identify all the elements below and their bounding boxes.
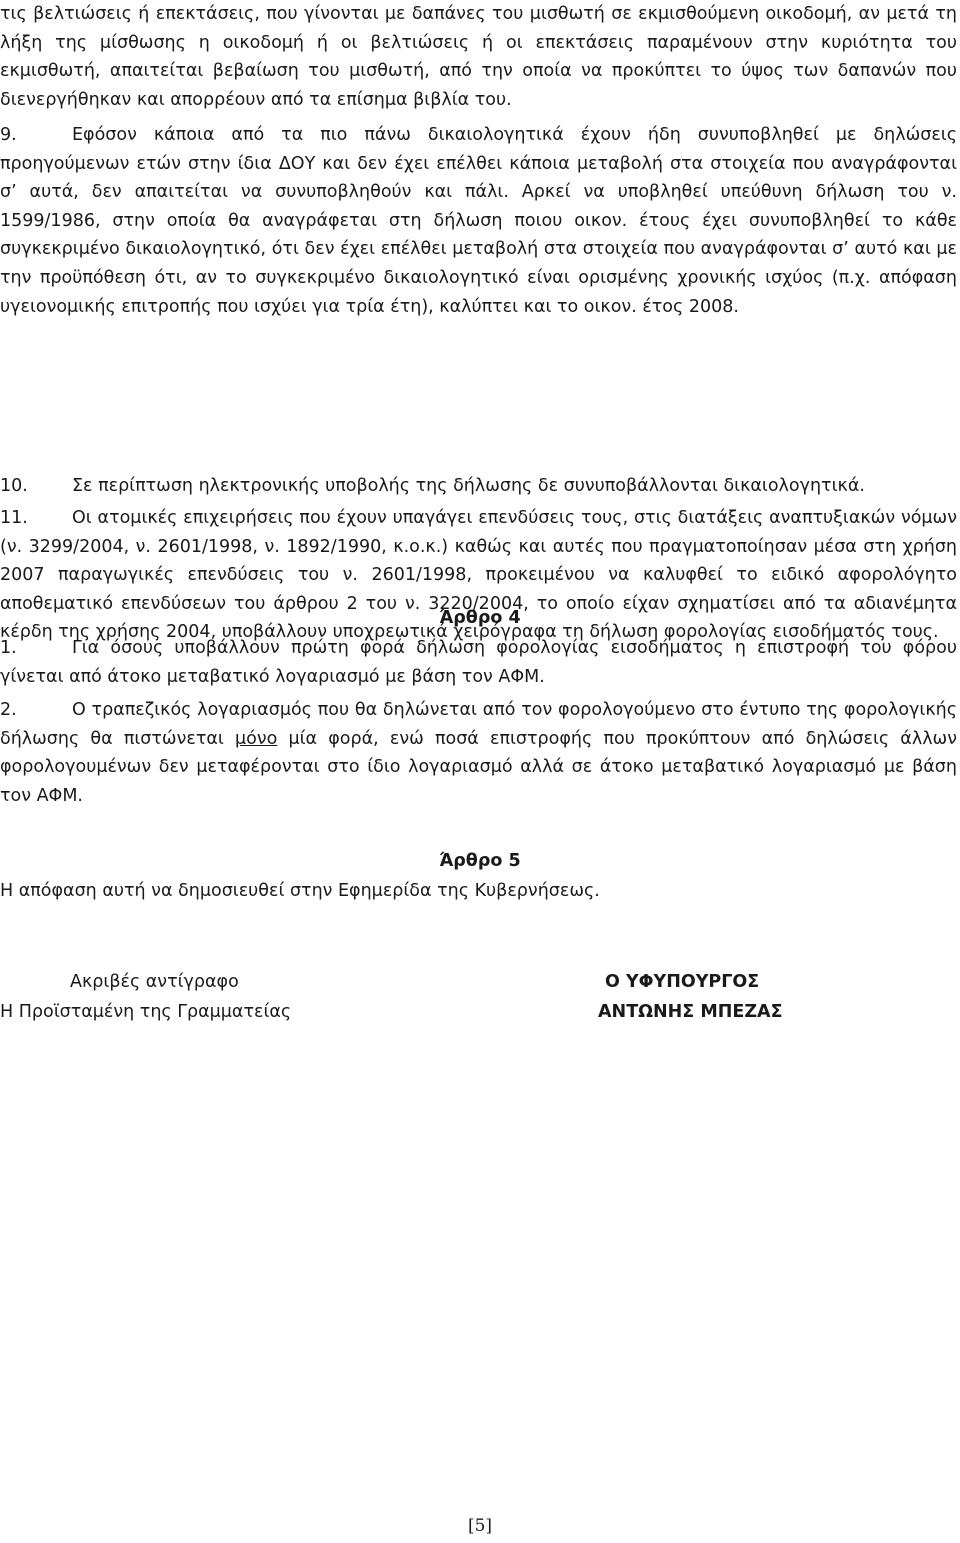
article-4-paragraph-2 bbox=[0, 696, 957, 810]
article-5-paragraph bbox=[0, 877, 957, 906]
signature-right-title: Ο ΥΦΥΠΟΥΡΓΟΣ bbox=[605, 972, 760, 992]
paragraph-text-part-b: μία φορά, ενώ ποσά επιστροφής που προκύπτουν από δηλώσεις άλλων φορολογουμένων δεν μεταφέρονται στο ίδιο λογαριασμό αλλά σε άτοκο μεταβατικό λογαριασμό με βάση τον ΑΦΜ. bbox=[0, 728, 957, 806]
page-number: [5] bbox=[467, 1516, 493, 1536]
paragraph-number: 1. bbox=[0, 638, 17, 658]
item-text: Εφόσον κάποια από τα πιο πάνω δικαιολογητικά έχουν ήδη συνυποβληθεί με δηλώσεις προηγούμενων ετών στην ίδια ΔΟΥ και δεν έχει επέλθει κάποια μεταβολή στα στοιχεία που αναγράφονται σ’ αυτά, δεν απαιτείται να συνυποβληθούν και πάλι. Αρκεί να υποβληθεί υπεύθυνη δήλωση του ν. 1599/1986, στην οποία θα αναγράφεται στη δήλωση ποιου οικον. έτους έχει συνυποβληθεί το κάθε συγκεκριμένο δικαιολογητικό, ότι δεν έχει επέλθει μεταβολή στα στοιχεία που αναγράφονται σ’ αυτό και με την προϋπόθεση ότι, αν το συγκεκριμένο δικαιολογητικό είναι ορισμένης χρονικής ισχύος (π.χ. απόφαση υγειονομικής επιτροπής που ισχύει για τρία έτη), καλύπτει και το οικον. έτος 2008. bbox=[0, 125, 957, 317]
paragraph-text: Για όσους υποβάλλουν πρώτη φορά δήλωση φορολογίας εισοδήματος η επιστροφή του φόρου γίνεται από άτοκο μεταβατικό λογαριασμό με βάση τον ΑΦΜ. bbox=[0, 638, 957, 687]
item-9 bbox=[0, 121, 957, 321]
signature-left-line-1: Ακριβές αντίγραφο bbox=[70, 972, 239, 992]
item-text: Οι ατομικές επιχειρήσεις που έχουν υπαγάγει επενδύσεις τους, στις διατάξεις αναπτυξιακών νόμων (ν. 3299/2004, ν. 2601/1998, ν. 1892/1990, κ.ο.κ.) καθώς και αυτές που πραγματοποίησαν μέσα στη χρήση 2007 παραγωγικές επενδύσεις του ν. 2601/1998, προκειμένου να καλυφθεί το ειδικό αφορολόγητο αποθεματικό επενδύσεων του άρθρου 2 του ν. 3220/2004, το οποίο είχαν σχηματίσει από τα αδιανέμητα κέρδη της χρήσης 2004, υποβάλλουν υποχρεωτικά χειρόγραφα τη δήλωση φορολογίας εισοδήματός τους. bbox=[0, 508, 957, 643]
paragraph-text-part-a: Ο τραπεζικός λογαριασμός που θα δηλώνεται από τον φορολογούμενο στο έντυπο της φορολογικής δήλωσης θα πιστώνεται bbox=[0, 700, 957, 749]
article-4-paragraph-1 bbox=[0, 634, 957, 691]
underlined-word: μόνο bbox=[235, 728, 278, 749]
article-5-heading: Άρθρο 5 bbox=[439, 851, 521, 871]
article-4-heading: Άρθρο 4 bbox=[439, 608, 521, 628]
item-number: 10. bbox=[0, 476, 28, 496]
item-number: 11. bbox=[0, 508, 28, 528]
item-10 bbox=[0, 472, 957, 501]
intro-text: τις βελτιώσεις ή επεκτάσεις, που γίνονται με δαπάνες του μισθωτή σε εκμισθούμενη οικοδομή, αν μετά τη λήξη της μίσθωσης η οικοδομή ή οι βελτιώσεις ή οι επεκτάσεις παραμένουν στην κυριότητα του εκμισθωτή, απαιτείται βεβαίωση του μισθωτή, από την οποία να προκύπτει το ύψος των δαπανών που διενεργήθηκαν και απορρέουν από τα επίσημα βιβλία του. bbox=[0, 4, 957, 110]
item-number: 9. bbox=[0, 125, 17, 145]
item-text: Σε περίπτωση ηλεκτρονικής υποβολής της δήλωσης δε συνυποβάλλονται δικαιολογητικά. bbox=[72, 476, 865, 496]
signature-left-line-2: Η Προϊσταμένη της Γραμματείας bbox=[0, 1002, 292, 1022]
signature-right-name: ΑΝΤΩΝΗΣ ΜΠΕΖΑΣ bbox=[598, 1002, 783, 1022]
intro-paragraph bbox=[0, 0, 957, 114]
paragraph-text: Η απόφαση αυτή να δημοσιευθεί στην Εφημερίδα της Κυβερνήσεως. bbox=[0, 881, 600, 901]
paragraph-number: 2. bbox=[0, 700, 17, 720]
